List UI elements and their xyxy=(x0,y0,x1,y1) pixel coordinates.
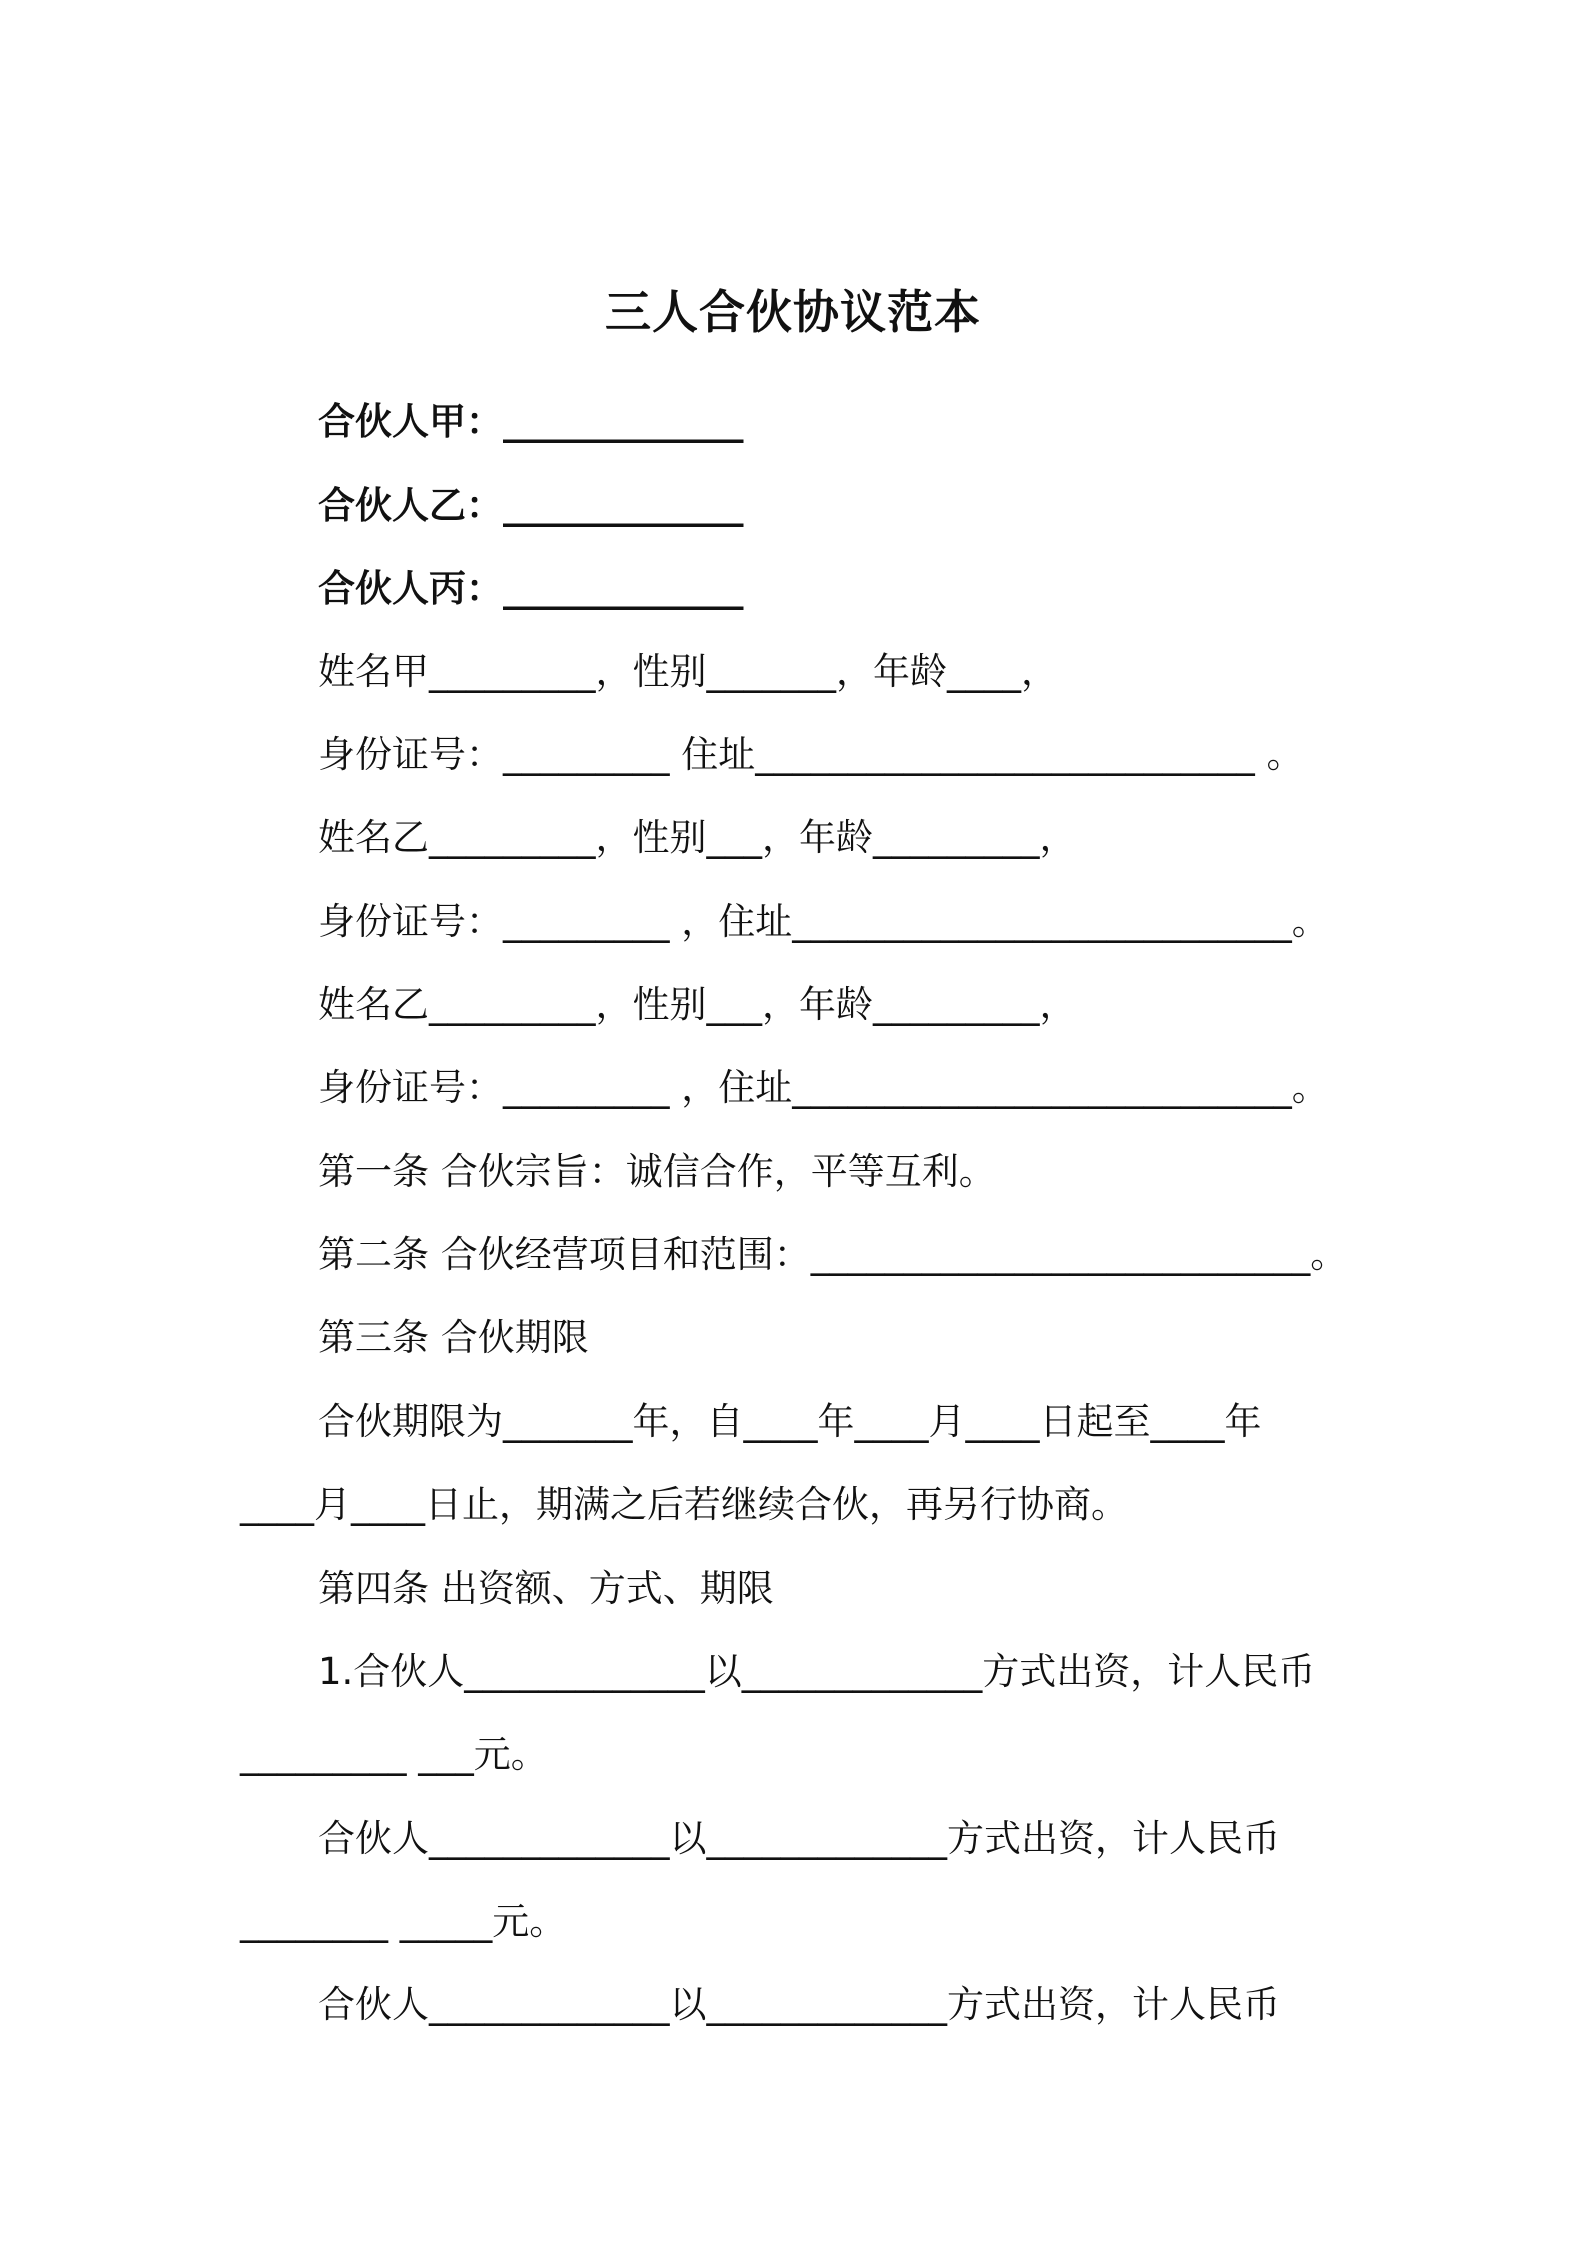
document-title: 三人合伙协议范本 xyxy=(605,285,981,339)
article-2: 第二条 合伙经营项目和范围：___________________________。 xyxy=(318,1233,1348,1276)
partner-c-line: 合伙人丙：_____________ xyxy=(318,567,744,610)
contribution-3-line: 合伙人_____________以_____________方式出资，计人民币 xyxy=(318,1983,1280,2026)
term-line-1: 合伙期限为_______年，自____年____月____日起至____年 xyxy=(318,1400,1262,1443)
contribution-2-amount: ________ _____元。 xyxy=(240,1900,567,1943)
term-line-2: ____月____日止，期满之后若继续合伙，再另行协商。 xyxy=(240,1483,1128,1526)
article-1: 第一条 合伙宗旨：诚信合作，平等互利。 xyxy=(318,1150,996,1193)
partner-b-line: 合伙人乙：_____________ xyxy=(318,484,744,527)
name-c-line: 姓名乙_________，性别___，年龄_________， xyxy=(318,983,1077,1026)
name-b-line: 姓名乙_________，性别___，年龄_________， xyxy=(318,816,1077,859)
name-a-line: 姓名甲_________，性别_______，年龄____， xyxy=(318,650,1058,693)
contribution-1-line: 1.合伙人_____________以_____________方式出资，计人民币 xyxy=(318,1650,1316,1693)
contribution-2-line: 合伙人_____________以_____________方式出资，计人民币 xyxy=(318,1817,1280,1860)
article-3-heading: 第三条 合伙期限 xyxy=(318,1316,589,1359)
partner-a-line: 合伙人甲：_____________ xyxy=(318,400,744,443)
article-4-heading: 第四条 出资额、方式、期限 xyxy=(318,1567,774,1610)
id-b-line: 身份证号：_________ ，住址___________________________。 xyxy=(318,900,1329,943)
id-c-line: 身份证号：_________ ，住址___________________________。 xyxy=(318,1066,1329,1109)
id-a-line: 身份证号：_________ 住址___________________________ 。 xyxy=(318,733,1304,776)
contribution-1-amount: _________ ___元。 xyxy=(240,1733,548,1776)
